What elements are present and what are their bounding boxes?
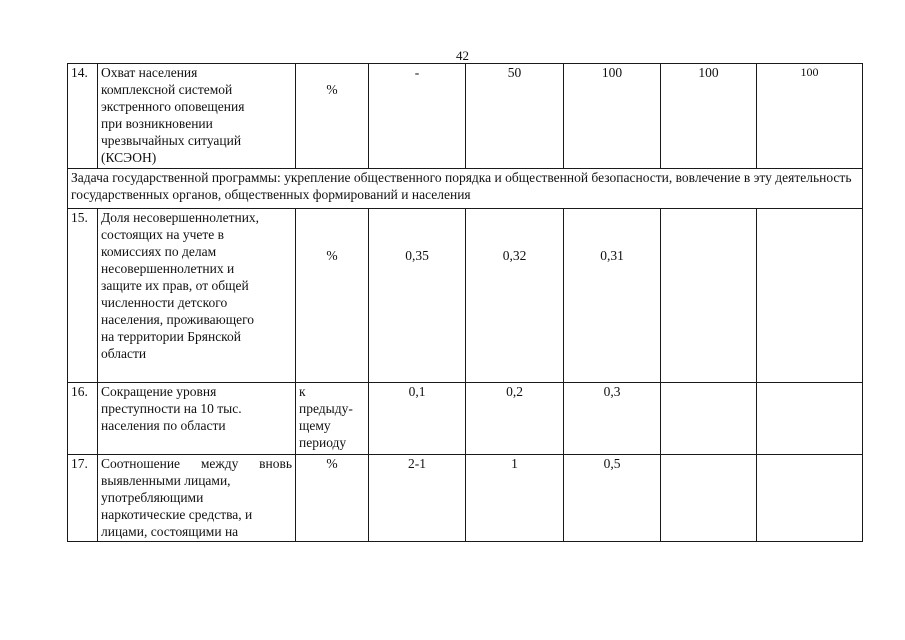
indicator-name-line: выявленными лицами, [101, 473, 231, 488]
indicator-name [98, 64, 296, 169]
indicator-name-line: (КСЭОН) [101, 150, 157, 165]
unit-cell: % [296, 455, 369, 542]
indicator-name-line: комплексной системой [101, 82, 233, 97]
value-cell [757, 455, 863, 542]
unit-line: периоду [299, 435, 347, 450]
value-text: 0,35 [405, 248, 429, 263]
unit-text: % [326, 248, 338, 263]
unit-cell [296, 209, 369, 383]
indicator-name-line: экстренного оповещения [101, 99, 245, 114]
indicator-name-line: состоящих на учете в [101, 227, 225, 242]
value-cell: 0,2 [466, 383, 564, 455]
value-cell: 2-1 [369, 455, 466, 542]
value-text: 0,31 [600, 248, 624, 263]
value-cell: 100 [757, 64, 863, 169]
value-cell [466, 209, 564, 383]
value-cell: 1 [466, 455, 564, 542]
value-cell: 100 [661, 64, 757, 169]
row-number: 17. [68, 455, 98, 542]
value-cell [661, 383, 757, 455]
indicator-name-line: защите их прав, от общей [101, 278, 249, 293]
value-cell: 0,3 [564, 383, 661, 455]
indicator-name-line: численности детского [101, 295, 228, 310]
indicator-name-line: Доля несовершеннолетних, [101, 210, 260, 225]
table-row [68, 455, 863, 542]
value-cell: 50 [466, 64, 564, 169]
page-number: 42 [456, 48, 469, 63]
indicator-name-line: чрезвычайных ситуаций [101, 133, 242, 148]
indicators-table [67, 63, 863, 542]
row-number: 16. [68, 383, 98, 455]
task-row [68, 169, 863, 209]
unit-line: предыду- [299, 401, 353, 416]
value-cell: 0,5 [564, 455, 661, 542]
indicator-name-line: области [101, 346, 147, 361]
value-cell: - [369, 64, 466, 169]
indicator-name [98, 209, 296, 383]
value-cell [564, 209, 661, 383]
value-cell: 100 [564, 64, 661, 169]
indicator-name-line: комиссиях по делам [101, 244, 217, 259]
table-row [68, 64, 863, 169]
indicator-name-line: Сокращение уровня [101, 384, 217, 399]
indicator-name-line: Соотношение между вновь [101, 456, 292, 471]
value-cell: 0,1 [369, 383, 466, 455]
table-row [68, 383, 863, 455]
unit-cell [296, 64, 369, 169]
value-cell [369, 209, 466, 383]
row-number: 14. [68, 64, 98, 169]
unit-line: к [299, 384, 306, 399]
value-cell [661, 455, 757, 542]
indicator-name-line: несовершеннолетних и [101, 261, 235, 276]
value-cell [661, 209, 757, 383]
value-cell [757, 209, 863, 383]
unit-text: % [326, 82, 338, 97]
indicator-name-line: на территории Брянской [101, 329, 242, 344]
indicator-name-line: употребляющими [101, 490, 204, 505]
value-cell [757, 383, 863, 455]
indicator-name [98, 383, 296, 455]
indicator-name-line: населения по области [101, 418, 226, 433]
row-number: 15. [68, 209, 98, 383]
indicator-name-line: лицами, состоящими на [101, 524, 239, 539]
task-text: Задача государственной программы: укрепление общественного порядка и общественной безопасности, вовлечение в эту деятельность государственных органов, общественных формирований и населения [68, 169, 863, 209]
table-row [68, 209, 863, 383]
indicator-name-line: преступности на 10 тыс. [101, 401, 242, 416]
indicator-name-line: населения, проживающего [101, 312, 255, 327]
indicator-name-line: при возникновении [101, 116, 213, 131]
value-text: 0,32 [502, 248, 527, 263]
unit-cell [296, 383, 369, 455]
indicator-name-line: Охват населения [101, 65, 198, 80]
unit-line: щему [299, 418, 331, 433]
indicator-name-line: наркотические средства, и [101, 507, 253, 522]
indicator-name [98, 455, 296, 542]
